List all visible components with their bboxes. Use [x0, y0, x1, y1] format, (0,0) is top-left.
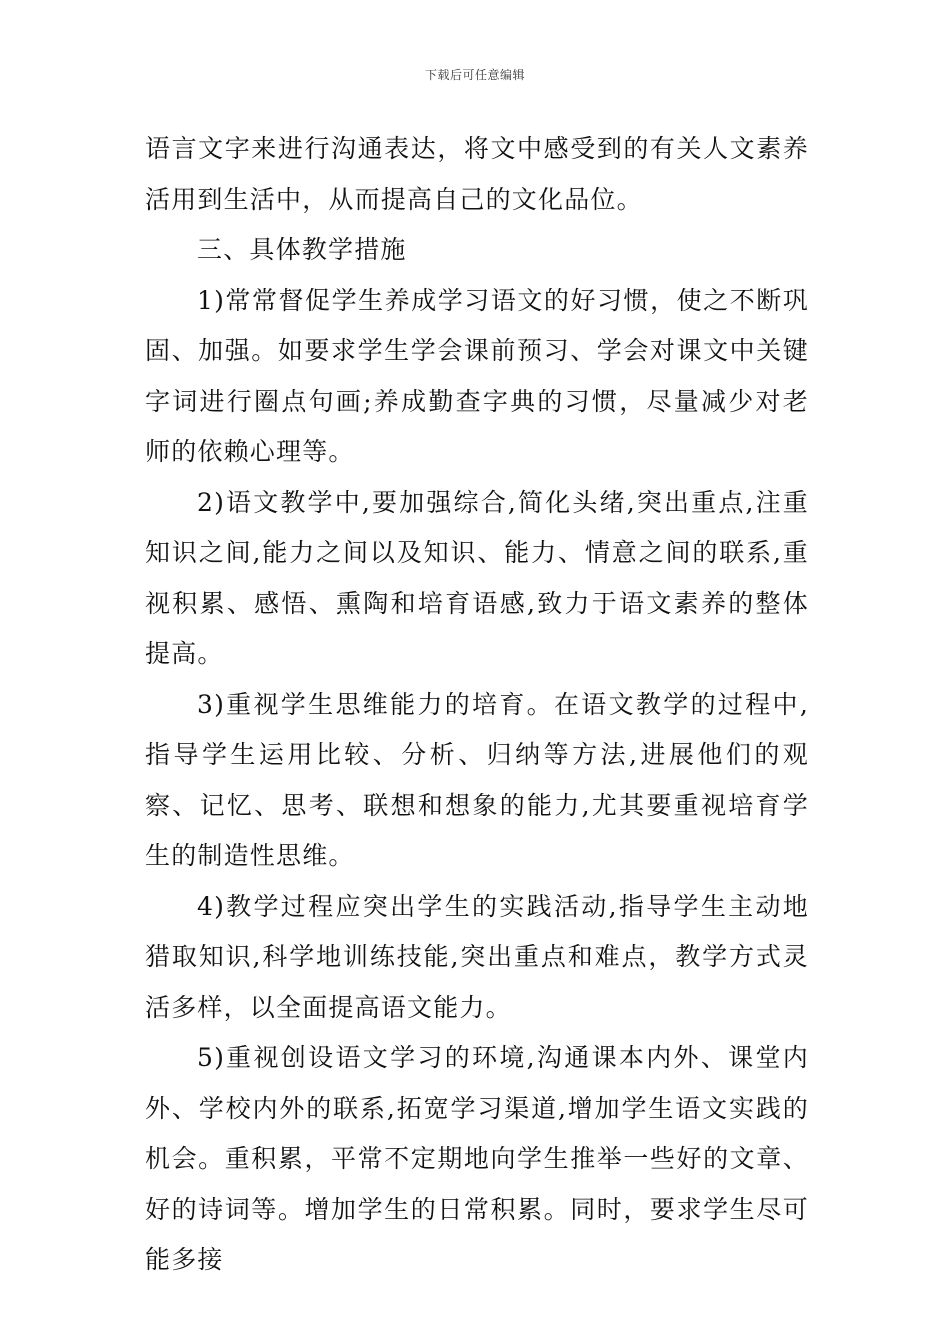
- paragraph-measure-5: 5)重视创设语文学习的环境,沟通课本内外、课堂内外、学校内外的联系,拓宽学习渠道,增加学生语文实践的机会。重积累，平常不定期地向学生推举一些好的文章、好的诗词等。增加学生的日常积累。同时，要求学生尽可能多接: [145, 1043, 809, 1274]
- document-body: [145, 124, 809, 1286]
- paragraph-measure-4: 4)教学过程应突出学生的实践活动,指导学生主动地猎取知识,科学地训练技能,突出重点和难点，教学方式灵活多样，以全面提高语文能力。: [145, 891, 809, 1022]
- paragraph-continuation: 语言文字来进行沟通表达，将文中感受到的有关人文素养活用到生活中，从而提高自己的文化品位。: [145, 134, 809, 214]
- paragraph-measure-3: 3)重视学生思维能力的培育。在语文教学的过程中,指导学生运用比较、分析、归纳等方法,进展他们的观察、记忆、思考、联想和想象的能力,尤其要重视培育学生的制造性思维。: [145, 689, 809, 870]
- paragraph-measure-2: 2)语文教学中,要加强综合,简化头绪,突出重点,注重知识之间,能力之间以及知识、能力、情意之间的联系,重视积累、感悟、熏陶和培育语感,致力于语文素养的整体提高。: [145, 487, 809, 668]
- section-heading: 三、具体教学措施: [197, 235, 407, 264]
- header-note: 下载后可任意编辑: [424, 68, 525, 82]
- paragraph-measure-1: 1)常常督促学生养成学习语文的好习惯，使之不断巩固、加强。如要求学生学会课前预习、学会对课文中关键字词进行圈点句画;养成勤查字典的习惯，尽量减少对老师的依赖心理等。: [145, 285, 809, 466]
